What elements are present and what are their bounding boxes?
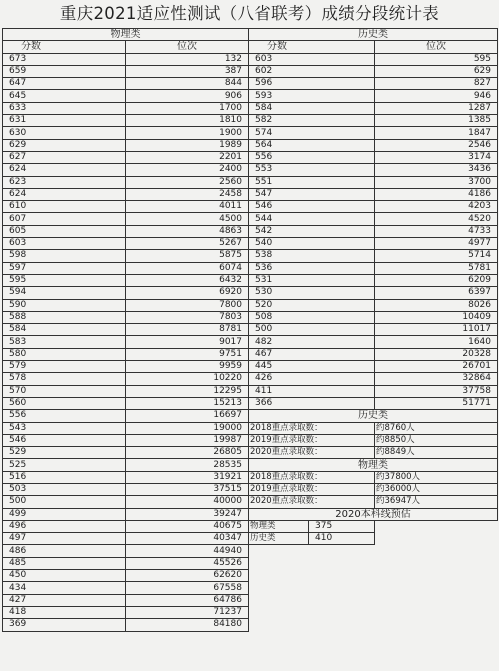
physics-rank-cell: 387	[126, 65, 249, 77]
empty-cell	[249, 557, 498, 569]
table-row	[3, 115, 498, 127]
table-row	[3, 361, 498, 373]
physics-rank-cell: 906	[126, 90, 249, 102]
physics-rank-header: 位次	[126, 41, 249, 53]
physics-rank-cell: 2458	[126, 188, 249, 200]
score-rank-table	[2, 28, 498, 632]
history-rank-cell: 20328	[375, 348, 498, 360]
physics-score-cell: 497	[3, 533, 126, 545]
history-score-cell: 482	[249, 336, 375, 348]
table-row	[3, 213, 498, 225]
history-score-cell: 593	[249, 90, 375, 102]
history-rank-cell: 32864	[375, 373, 498, 385]
history-admission-row-value: 约8849人	[375, 447, 498, 459]
physics-rank-cell: 7803	[126, 311, 249, 323]
physics-admission-row-value: 约37800人	[375, 471, 498, 483]
physics-rank-cell: 6074	[126, 262, 249, 274]
physics-rank-cell: 1989	[126, 139, 249, 151]
table-row	[3, 619, 498, 631]
table-row	[3, 262, 498, 274]
physics-score-cell: 546	[3, 434, 126, 446]
history-admission-row-label: 2018重点录取数：	[249, 422, 375, 434]
physics-score-cell: 418	[3, 606, 126, 618]
physics-rank-cell: 28535	[126, 459, 249, 471]
table-row	[3, 53, 498, 65]
physics-rank-cell: 132	[126, 53, 249, 65]
history-rank-cell: 51771	[375, 397, 498, 409]
table-row	[3, 422, 498, 434]
physics-rank-cell: 4011	[126, 201, 249, 213]
physics-rank-cell: 2400	[126, 164, 249, 176]
history-rank-cell: 2546	[375, 139, 498, 151]
physics-rank-cell: 1700	[126, 102, 249, 114]
physics-score-cell: 427	[3, 594, 126, 606]
history-rank-cell: 6397	[375, 287, 498, 299]
physics-header: 物理类	[3, 29, 249, 41]
table-row	[3, 188, 498, 200]
section-header-row	[3, 29, 498, 41]
physics-score-cell: 503	[3, 483, 126, 495]
history-score-cell: 547	[249, 188, 375, 200]
physics-score-cell: 624	[3, 164, 126, 176]
history-rank-cell: 1640	[375, 336, 498, 348]
physics-score-cell: 624	[3, 188, 126, 200]
history-rank-cell: 595	[375, 53, 498, 65]
history-rank-cell: 5781	[375, 262, 498, 274]
history-rank-cell: 629	[375, 65, 498, 77]
physics-score-cell: 450	[3, 570, 126, 582]
table-row	[3, 164, 498, 176]
physics-score-cell: 578	[3, 373, 126, 385]
physics-rank-cell: 12295	[126, 385, 249, 397]
physics-score-cell: 603	[3, 238, 126, 250]
table-row	[3, 545, 498, 557]
physics-score-cell: 673	[3, 53, 126, 65]
empty-cell	[249, 570, 498, 582]
physics-score-cell: 369	[3, 619, 126, 631]
estimate-row-value: 410	[309, 533, 375, 545]
table-row	[3, 410, 498, 422]
history-rank-cell: 1847	[375, 127, 498, 139]
history-score-cell: 540	[249, 238, 375, 250]
physics-rank-cell: 7800	[126, 299, 249, 311]
empty-cell	[375, 533, 498, 545]
history-rank-cell: 10409	[375, 311, 498, 323]
physics-score-cell: 605	[3, 225, 126, 237]
physics-score-cell: 633	[3, 102, 126, 114]
history-score-cell: 553	[249, 164, 375, 176]
physics-score-cell: 659	[3, 65, 126, 77]
physics-rank-cell: 67558	[126, 582, 249, 594]
history-score-cell: 556	[249, 151, 375, 163]
history-score-header: 分数	[249, 41, 375, 53]
history-rank-cell: 4733	[375, 225, 498, 237]
history-score-cell: 411	[249, 385, 375, 397]
estimate-row-value: 375	[309, 520, 375, 532]
history-score-cell: 500	[249, 324, 375, 336]
history-score-cell: 603	[249, 53, 375, 65]
physics-admission-header: 物理类	[249, 459, 498, 471]
history-rank-cell: 6209	[375, 274, 498, 286]
empty-cell	[375, 520, 498, 532]
physics-rank-cell: 39247	[126, 508, 249, 520]
physics-score-cell: 570	[3, 385, 126, 397]
table-row	[3, 90, 498, 102]
history-score-cell: 445	[249, 361, 375, 373]
history-score-cell: 596	[249, 78, 375, 90]
history-rank-cell: 4203	[375, 201, 498, 213]
table-row	[3, 434, 498, 446]
physics-score-cell: 629	[3, 139, 126, 151]
history-rank-cell: 8026	[375, 299, 498, 311]
physics-rank-cell: 5875	[126, 250, 249, 262]
physics-score-cell: 647	[3, 78, 126, 90]
physics-score-cell: 543	[3, 422, 126, 434]
physics-rank-cell: 62620	[126, 570, 249, 582]
table-row	[3, 225, 498, 237]
physics-admission-row-label: 2020重点录取数：	[249, 496, 375, 508]
physics-rank-cell: 2201	[126, 151, 249, 163]
table-row	[3, 483, 498, 495]
table-row	[3, 496, 498, 508]
physics-score-cell: 434	[3, 582, 126, 594]
table-row	[3, 385, 498, 397]
physics-score-cell: 597	[3, 262, 126, 274]
physics-admission-row-label: 2019重点录取数：	[249, 483, 375, 495]
history-rank-cell: 946	[375, 90, 498, 102]
table-row	[3, 274, 498, 286]
physics-score-cell: 645	[3, 90, 126, 102]
table-row	[3, 373, 498, 385]
history-score-cell: 530	[249, 287, 375, 299]
table-row	[3, 336, 498, 348]
physics-rank-cell: 45526	[126, 557, 249, 569]
history-rank-cell: 37758	[375, 385, 498, 397]
physics-score-cell: 588	[3, 311, 126, 323]
physics-score-cell: 486	[3, 545, 126, 557]
history-rank-cell: 3436	[375, 164, 498, 176]
physics-score-cell: 583	[3, 336, 126, 348]
physics-rank-cell: 1810	[126, 115, 249, 127]
history-admission-row-value: 约8760人	[375, 422, 498, 434]
table-row	[3, 324, 498, 336]
table-row	[3, 287, 498, 299]
table-row	[3, 176, 498, 188]
history-score-cell: 542	[249, 225, 375, 237]
physics-rank-cell: 31921	[126, 471, 249, 483]
empty-cell	[249, 619, 498, 631]
history-score-cell: 582	[249, 115, 375, 127]
physics-score-cell: 590	[3, 299, 126, 311]
history-rank-cell: 11017	[375, 324, 498, 336]
history-header: 历史类	[249, 29, 498, 41]
history-rank-cell: 4977	[375, 238, 498, 250]
table-row	[3, 311, 498, 323]
history-score-cell: 508	[249, 311, 375, 323]
physics-rank-cell: 9751	[126, 348, 249, 360]
table-row	[3, 151, 498, 163]
empty-cell	[249, 582, 498, 594]
physics-rank-cell: 44940	[126, 545, 249, 557]
table-row	[3, 102, 498, 114]
table-row	[3, 594, 498, 606]
physics-rank-cell: 6920	[126, 287, 249, 299]
physics-rank-cell: 4500	[126, 213, 249, 225]
physics-rank-cell: 37515	[126, 483, 249, 495]
history-admission-header: 历史类	[249, 410, 498, 422]
physics-score-cell: 516	[3, 471, 126, 483]
physics-rank-cell: 19987	[126, 434, 249, 446]
physics-score-cell: 496	[3, 520, 126, 532]
history-score-cell: 520	[249, 299, 375, 311]
empty-cell	[249, 594, 498, 606]
table-row	[3, 471, 498, 483]
document-title: 重庆2021适应性测试（八省联考）成绩分段统计表	[59, 4, 440, 23]
physics-rank-cell: 16697	[126, 410, 249, 422]
table-row	[3, 508, 498, 520]
physics-score-cell: 560	[3, 397, 126, 409]
column-header-row	[3, 41, 498, 53]
physics-rank-cell: 40000	[126, 496, 249, 508]
history-score-cell: 531	[249, 274, 375, 286]
physics-rank-cell: 9017	[126, 336, 249, 348]
history-score-cell: 536	[249, 262, 375, 274]
history-score-cell: 538	[249, 250, 375, 262]
physics-rank-cell: 64786	[126, 594, 249, 606]
physics-score-cell: 630	[3, 127, 126, 139]
physics-score-cell: 556	[3, 410, 126, 422]
table-row	[3, 533, 498, 545]
physics-rank-cell: 10220	[126, 373, 249, 385]
physics-score-cell: 594	[3, 287, 126, 299]
history-score-cell: 426	[249, 373, 375, 385]
table-row	[3, 606, 498, 618]
history-score-cell: 574	[249, 127, 375, 139]
physics-score-cell: 598	[3, 250, 126, 262]
history-score-cell: 551	[249, 176, 375, 188]
physics-score-cell: 485	[3, 557, 126, 569]
physics-rank-cell: 84180	[126, 619, 249, 631]
physics-score-cell: 580	[3, 348, 126, 360]
history-admission-row-value: 约8850人	[375, 434, 498, 446]
table-row	[3, 459, 498, 471]
table-row	[3, 299, 498, 311]
estimate-header: 2020本科线预估	[249, 508, 498, 520]
physics-rank-cell: 9959	[126, 361, 249, 373]
physics-rank-cell: 8781	[126, 324, 249, 336]
history-score-cell: 366	[249, 397, 375, 409]
history-score-cell: 546	[249, 201, 375, 213]
physics-score-cell: 623	[3, 176, 126, 188]
history-score-cell: 584	[249, 102, 375, 114]
table-row	[3, 250, 498, 262]
physics-admission-row-label: 2018重点录取数：	[249, 471, 375, 483]
history-rank-header: 位次	[375, 41, 498, 53]
table-row	[3, 139, 498, 151]
history-rank-cell: 3174	[375, 151, 498, 163]
physics-score-cell: 500	[3, 496, 126, 508]
physics-rank-cell: 71237	[126, 606, 249, 618]
table-row	[3, 201, 498, 213]
table-row	[3, 78, 498, 90]
physics-score-cell: 627	[3, 151, 126, 163]
history-rank-cell: 827	[375, 78, 498, 90]
table-row	[3, 557, 498, 569]
table-row	[3, 520, 498, 532]
table-row	[3, 582, 498, 594]
history-admission-row-label: 2020重点录取数：	[249, 447, 375, 459]
history-rank-cell: 26701	[375, 361, 498, 373]
physics-score-cell: 610	[3, 201, 126, 213]
history-rank-cell: 1287	[375, 102, 498, 114]
table-row	[3, 65, 498, 77]
history-rank-cell: 4186	[375, 188, 498, 200]
physics-score-cell: 631	[3, 115, 126, 127]
table-row	[3, 397, 498, 409]
table-row	[3, 238, 498, 250]
table-row	[3, 570, 498, 582]
history-score-cell: 544	[249, 213, 375, 225]
physics-score-cell: 607	[3, 213, 126, 225]
physics-rank-cell: 1900	[126, 127, 249, 139]
history-score-cell: 564	[249, 139, 375, 151]
physics-score-cell: 499	[3, 508, 126, 520]
history-score-cell: 602	[249, 65, 375, 77]
history-rank-cell: 1385	[375, 115, 498, 127]
physics-score-header: 分数	[3, 41, 126, 53]
physics-rank-cell: 6432	[126, 274, 249, 286]
physics-rank-cell: 40675	[126, 520, 249, 532]
physics-rank-cell: 19000	[126, 422, 249, 434]
physics-admission-row-value: 约36000人	[375, 483, 498, 495]
physics-score-cell: 525	[3, 459, 126, 471]
physics-rank-cell: 40347	[126, 533, 249, 545]
physics-score-cell: 584	[3, 324, 126, 336]
table-row	[3, 127, 498, 139]
history-rank-cell: 4520	[375, 213, 498, 225]
physics-score-cell: 595	[3, 274, 126, 286]
table-row	[3, 348, 498, 360]
empty-cell	[249, 606, 498, 618]
table-row	[3, 447, 498, 459]
empty-cell	[249, 545, 498, 557]
physics-score-cell: 529	[3, 447, 126, 459]
history-rank-cell: 5714	[375, 250, 498, 262]
estimate-row-label: 物理类	[249, 520, 309, 532]
history-score-cell: 467	[249, 348, 375, 360]
physics-admission-row-value: 约36947人	[375, 496, 498, 508]
physics-rank-cell: 26805	[126, 447, 249, 459]
history-rank-cell: 3700	[375, 176, 498, 188]
estimate-row-label: 历史类	[249, 533, 309, 545]
physics-rank-cell: 4863	[126, 225, 249, 237]
history-admission-row-label: 2019重点录取数：	[249, 434, 375, 446]
physics-rank-cell: 15213	[126, 397, 249, 409]
physics-rank-cell: 844	[126, 78, 249, 90]
physics-rank-cell: 5267	[126, 238, 249, 250]
physics-score-cell: 579	[3, 361, 126, 373]
physics-rank-cell: 2560	[126, 176, 249, 188]
